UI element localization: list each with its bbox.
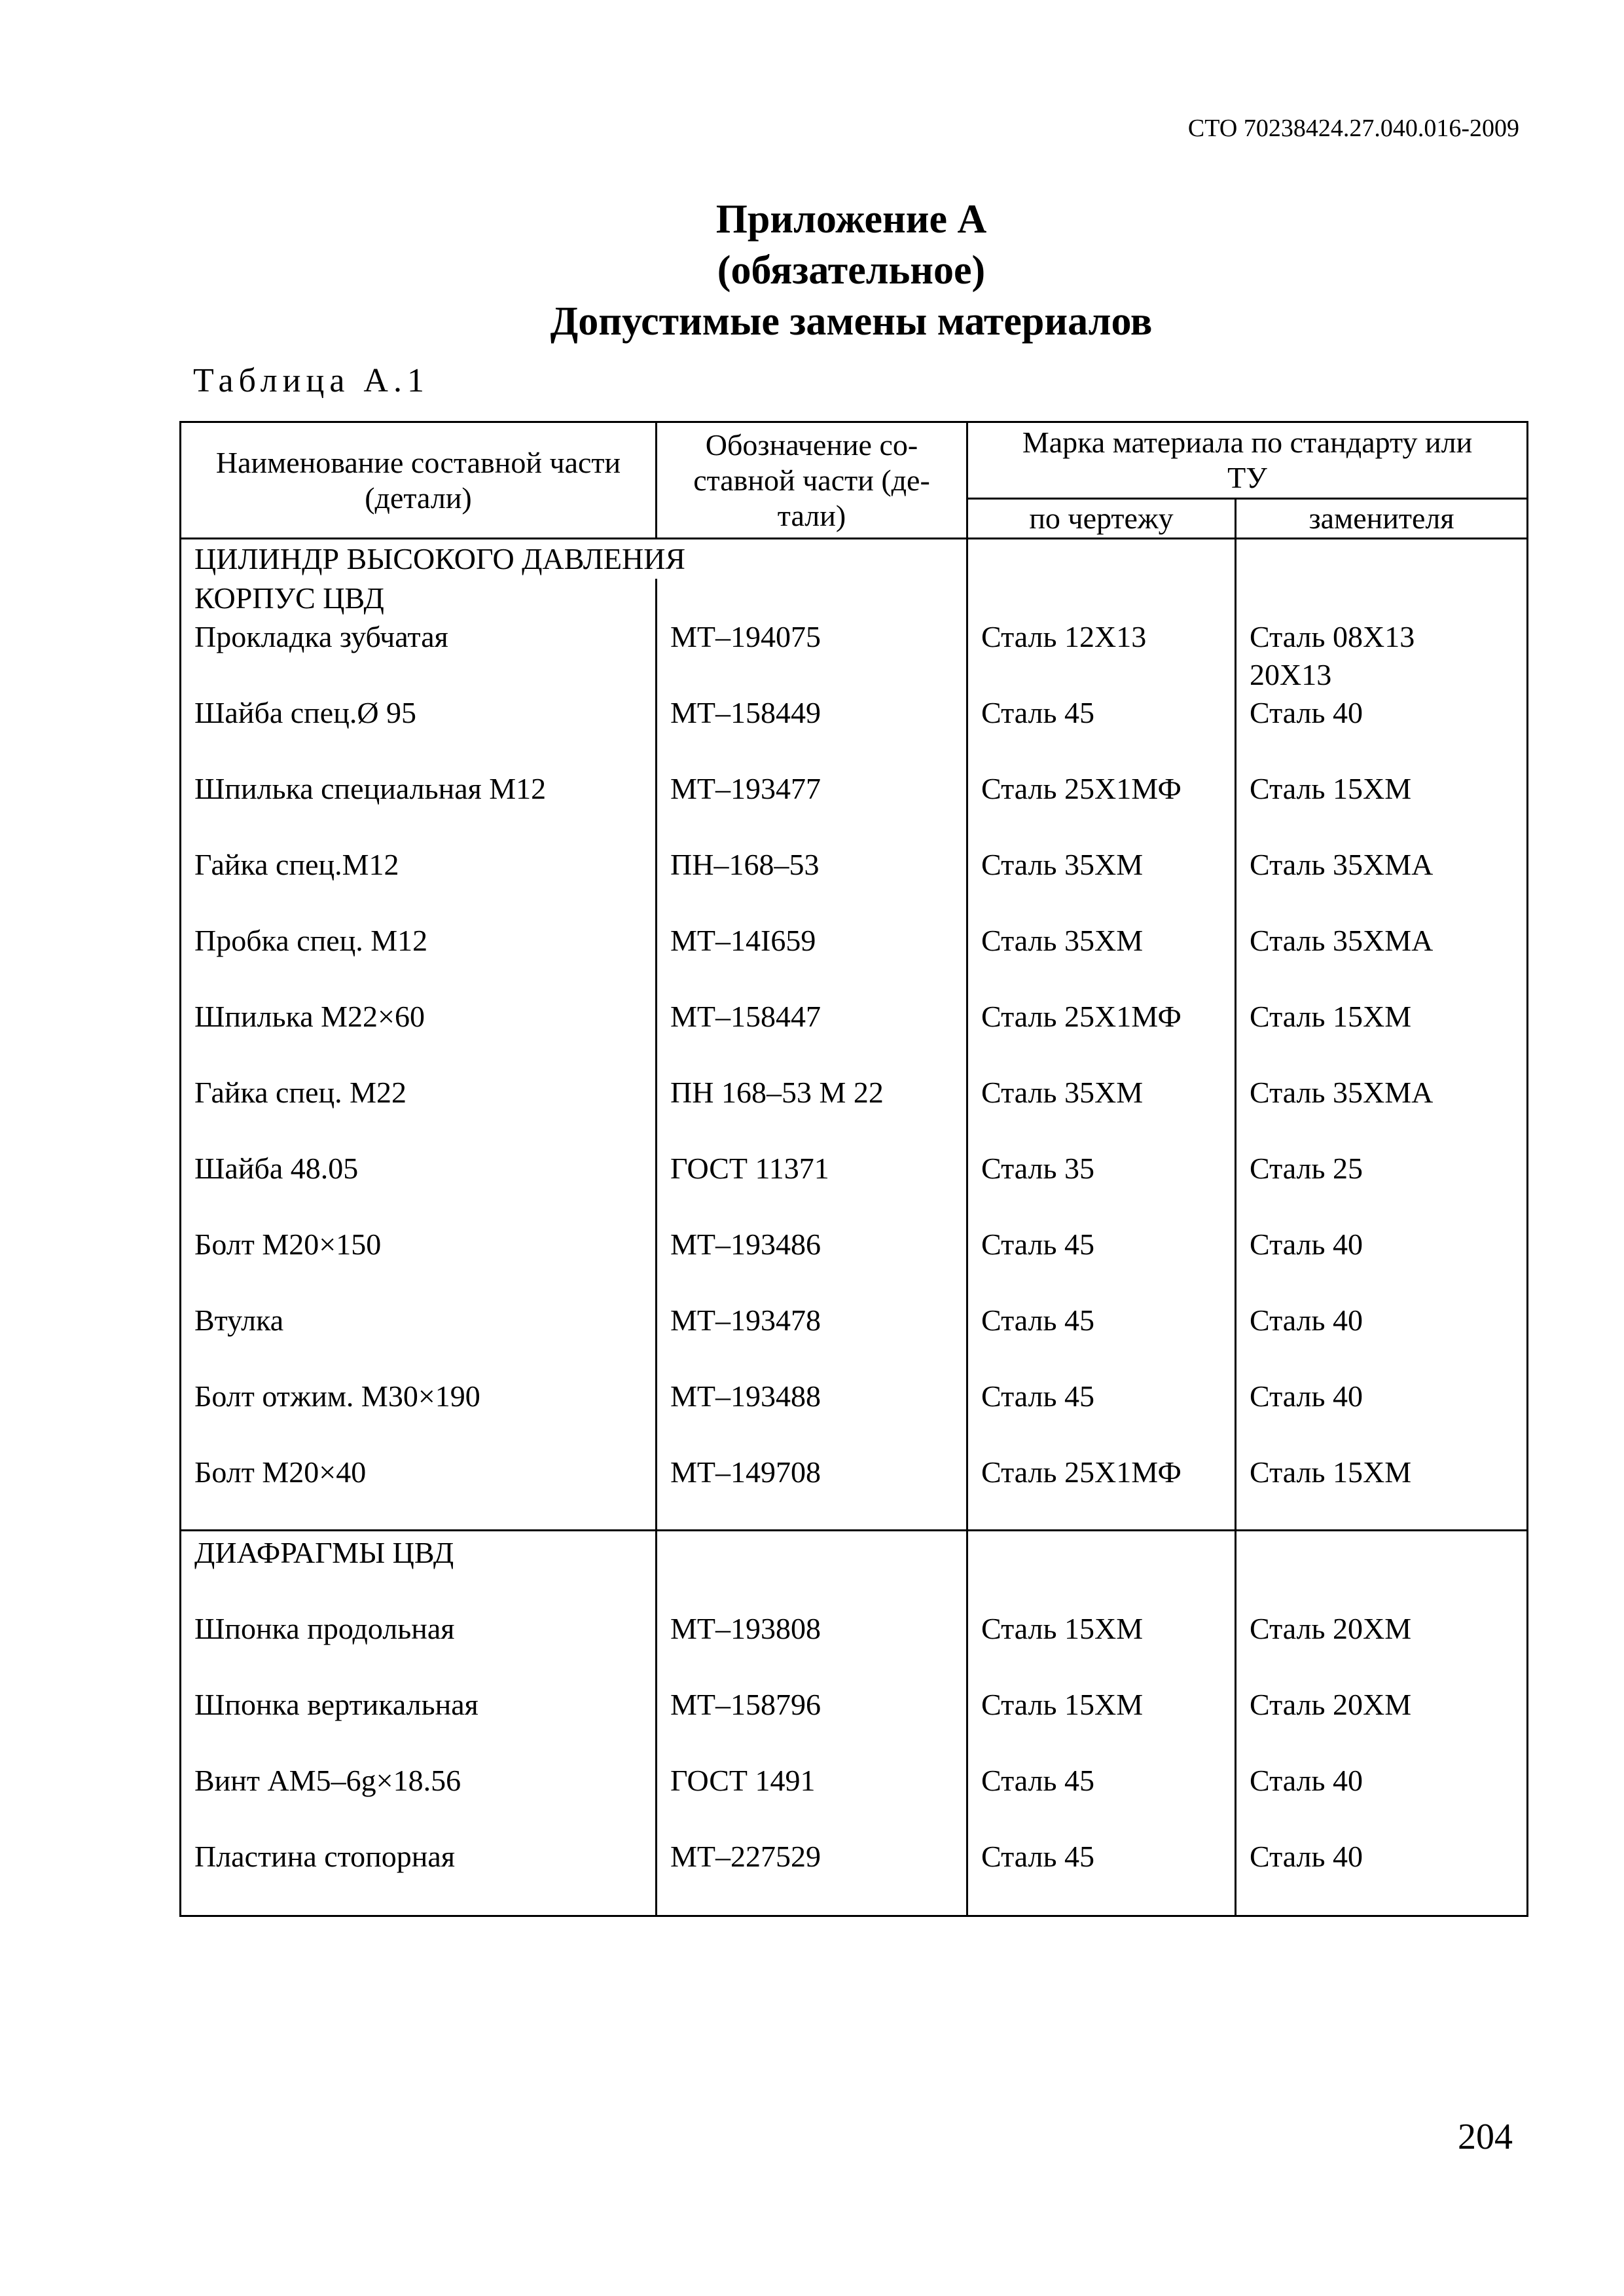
- header-designation-line: Обозначение со-: [705, 428, 918, 462]
- table-row: [181, 1686, 1528, 1762]
- part-name: Пластина стопорная: [181, 1838, 657, 1916]
- empty-cell: [967, 539, 1236, 579]
- part-name: Прокладка зубчатая: [181, 618, 657, 694]
- material-substitute: [1236, 1226, 1528, 1302]
- substitute-value: Сталь 20ХМ: [1250, 1612, 1412, 1645]
- substitute-value: Сталь 08Х13: [1250, 620, 1415, 653]
- material-per-drawing: Сталь 15ХМ: [967, 1686, 1236, 1762]
- part-designation: МТ–193477: [657, 770, 967, 846]
- material-substitute: [1236, 922, 1528, 998]
- empty-cell: [967, 1531, 1236, 1611]
- empty-cell: [1236, 579, 1528, 618]
- empty-cell: [967, 579, 1236, 618]
- substitute-value: Сталь 35ХМА: [1250, 848, 1434, 881]
- header-per-drawing: по чертежу: [967, 499, 1236, 539]
- empty-cell: [657, 1531, 967, 1611]
- substitute-value-alt: 20Х13: [1250, 658, 1332, 691]
- part-name: Втулка: [181, 1302, 657, 1377]
- table-row: [181, 1226, 1528, 1302]
- part-designation: МТ–193478: [657, 1302, 967, 1377]
- substitute-value: Сталь 40: [1250, 1228, 1363, 1261]
- table-row: [181, 1150, 1528, 1226]
- table-row: [181, 1453, 1528, 1531]
- part-name: Гайка спец.М12: [181, 846, 657, 922]
- substitute-value: Сталь 40: [1250, 1303, 1363, 1337]
- part-name: Шайба спец.Ø 95: [181, 694, 657, 770]
- material-substitute: [1236, 1762, 1528, 1838]
- header-part-name: Наименование составной части (детали): [181, 422, 657, 539]
- part-designation: МТ–194075: [657, 618, 967, 694]
- part-designation: ГОСТ 11371: [657, 1150, 967, 1226]
- material-substitute: [1236, 846, 1528, 922]
- part-name: Гайка спец. М22: [181, 1074, 657, 1150]
- header-material-line: Марка материала по стандарту или: [1022, 426, 1473, 459]
- part-designation: МТ–158447: [657, 998, 967, 1074]
- part-name: Болт М20×40: [181, 1453, 657, 1531]
- substitute-value: Сталь 40: [1250, 1379, 1363, 1413]
- substitute-value: Сталь 35ХМА: [1250, 1076, 1434, 1109]
- table-row: [181, 618, 1528, 694]
- empty-cell: [657, 579, 967, 618]
- material-per-drawing: Сталь 35: [967, 1150, 1236, 1226]
- material-substitute: [1236, 1302, 1528, 1377]
- header-designation-line: тали): [777, 498, 846, 532]
- materials-table: [179, 421, 1528, 1917]
- part-name: Шпонка продольная: [181, 1610, 657, 1686]
- page-number: 204: [1458, 2117, 1513, 2157]
- document-code: СТО 70238424.27.040.016-2009: [1187, 115, 1519, 142]
- header-material-grade: [967, 422, 1528, 499]
- table-row: [181, 1302, 1528, 1377]
- table-row: [181, 846, 1528, 922]
- part-name: Пробка спец. М12: [181, 922, 657, 998]
- material-per-drawing: Сталь 45: [967, 1762, 1236, 1838]
- part-name: Болт отжим. М30×190: [181, 1377, 657, 1453]
- appendix-status: (обязательное): [717, 248, 986, 293]
- empty-cell: [1236, 539, 1528, 579]
- part-designation: МТ–193488: [657, 1377, 967, 1453]
- part-designation: МТ–193808: [657, 1610, 967, 1686]
- substitute-value: Сталь 40: [1250, 696, 1363, 729]
- table-caption: Таблица А.1: [193, 362, 429, 399]
- part-name: Болт М20×150: [181, 1226, 657, 1302]
- material-per-drawing: Сталь 45: [967, 694, 1236, 770]
- appendix-title: Приложение А: [715, 197, 987, 242]
- header-part-designation: [657, 422, 967, 539]
- material-per-drawing: Сталь 45: [967, 1377, 1236, 1453]
- material-per-drawing: Сталь 45: [967, 1838, 1236, 1916]
- material-substitute: [1236, 694, 1528, 770]
- material-substitute: [1236, 1838, 1528, 1916]
- material-per-drawing: Сталь 45: [967, 1302, 1236, 1377]
- part-designation: МТ–158796: [657, 1686, 967, 1762]
- section-title: ДИАФРАГМЫ ЦВД: [181, 1531, 657, 1611]
- part-name: Шпилька специальная М12: [181, 770, 657, 846]
- part-designation: МТ–193486: [657, 1226, 967, 1302]
- part-designation: МТ–227529: [657, 1838, 967, 1916]
- material-substitute: [1236, 1686, 1528, 1762]
- appendix-subject: Допустимые замены материалов: [550, 299, 1153, 344]
- part-designation: МТ–14I659: [657, 922, 967, 998]
- part-name: Винт АМ5–6g×18.56: [181, 1762, 657, 1838]
- material-substitute: [1236, 998, 1528, 1074]
- material-substitute: [1236, 1453, 1528, 1531]
- material-per-drawing: Сталь 35ХМ: [967, 846, 1236, 922]
- part-designation: МТ–149708: [657, 1453, 967, 1531]
- part-name: Шпонка вертикальная: [181, 1686, 657, 1762]
- subsection-title: КОРПУС ЦВД: [181, 579, 657, 618]
- substitute-value: Сталь 35ХМА: [1250, 924, 1434, 957]
- material-per-drawing: Сталь 25Х1МФ: [967, 770, 1236, 846]
- table-row: [181, 1762, 1528, 1838]
- material-per-drawing: Сталь 35ХМ: [967, 1074, 1236, 1150]
- material-substitute: [1236, 1377, 1528, 1453]
- substitute-value: Сталь 40: [1250, 1764, 1363, 1797]
- table-row: [181, 1377, 1528, 1453]
- appendix-heading: [0, 194, 1624, 347]
- material-per-drawing: Сталь 45: [967, 1226, 1236, 1302]
- substitute-value: Сталь 15ХМ: [1250, 1000, 1412, 1033]
- header-material-line: ТУ: [1227, 461, 1267, 494]
- part-name: Шайба 48.05: [181, 1150, 657, 1226]
- table-row: [181, 770, 1528, 846]
- part-designation: ПН 168–53 М 22: [657, 1074, 967, 1150]
- header-substitute: заменителя: [1236, 499, 1528, 539]
- section-title: ЦИЛИНДР ВЫСОКОГО ДАВЛЕНИЯ: [181, 539, 967, 579]
- material-substitute: [1236, 1150, 1528, 1226]
- substitute-value: Сталь 15ХМ: [1250, 1455, 1412, 1489]
- substitute-value: Сталь 25: [1250, 1152, 1363, 1185]
- material-substitute: [1236, 770, 1528, 846]
- part-designation: ПН–168–53: [657, 846, 967, 922]
- substitute-value: Сталь 40: [1250, 1840, 1363, 1873]
- material-per-drawing: Сталь 35ХМ: [967, 922, 1236, 998]
- material-substitute: [1236, 1074, 1528, 1150]
- table-row: [181, 998, 1528, 1074]
- table-row: [181, 922, 1528, 998]
- part-designation: МТ–158449: [657, 694, 967, 770]
- table-row: [181, 694, 1528, 770]
- material-per-drawing: Сталь 12Х13: [967, 618, 1236, 694]
- table-row: [181, 1838, 1528, 1916]
- part-designation: ГОСТ 1491: [657, 1762, 967, 1838]
- table-row: [181, 1074, 1528, 1150]
- material-per-drawing: Сталь 25Х1МФ: [967, 998, 1236, 1074]
- material-per-drawing: Сталь 15ХМ: [967, 1610, 1236, 1686]
- material-substitute: [1236, 618, 1528, 694]
- table-row: [181, 1610, 1528, 1686]
- part-name: Шпилька М22×60: [181, 998, 657, 1074]
- substitute-value: Сталь 15ХМ: [1250, 772, 1412, 805]
- material-substitute: [1236, 1610, 1528, 1686]
- empty-cell: [1236, 1531, 1528, 1611]
- material-per-drawing: Сталь 25Х1МФ: [967, 1453, 1236, 1531]
- header-designation-line: ставной части (де-: [693, 463, 930, 497]
- substitute-value: Сталь 20ХМ: [1250, 1688, 1412, 1721]
